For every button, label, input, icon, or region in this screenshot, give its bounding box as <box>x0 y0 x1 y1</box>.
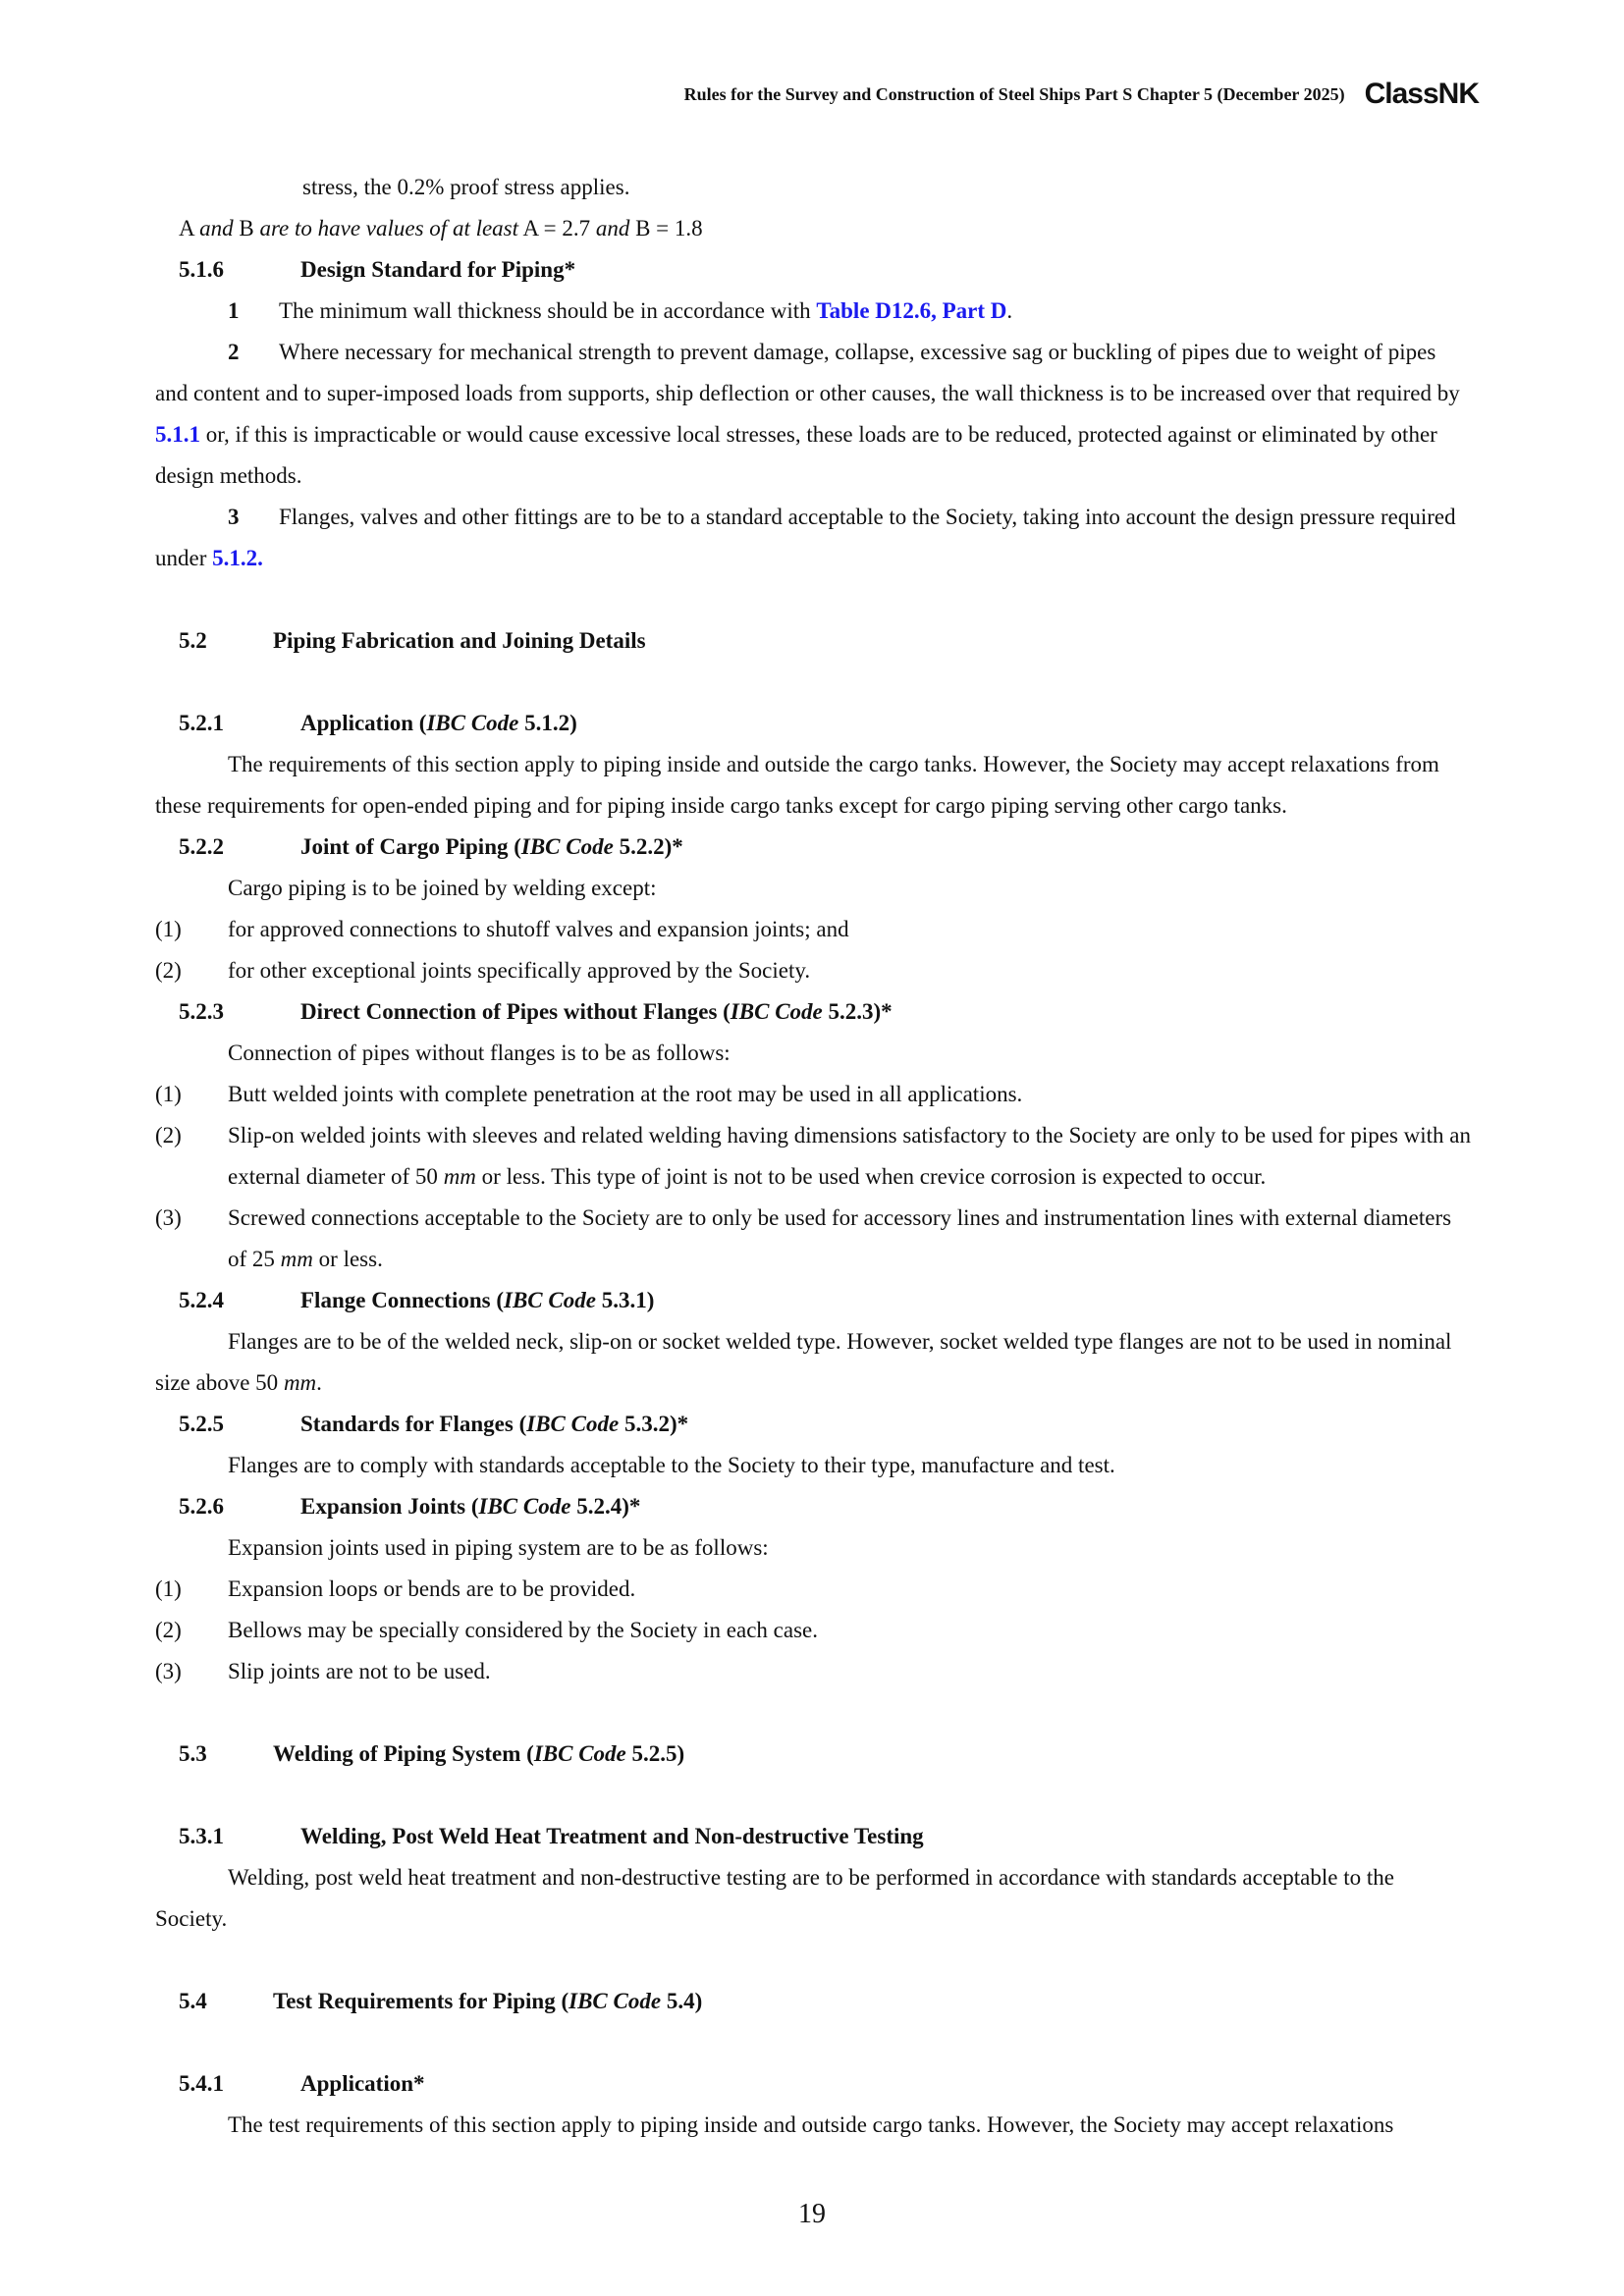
heading-5-2-4: 5.2.4 Flange Connections (IBC Code 5.3.1) <box>179 1288 655 1312</box>
document-body <box>155 167 1471 2146</box>
heading-5-3: 5.3 Welding of Piping System (IBC Code 5.2.5) <box>179 1741 685 1766</box>
formula-line: A and B are to have values of at least A = 2.7 and B = 1.8 <box>179 216 703 240</box>
heading-5-2-3: 5.2.3 Direct Connection of Pipes without Flanges (IBC Code 5.2.3)* <box>179 999 893 1024</box>
heading-5-2-5: 5.2.5 Standards for Flanges (IBC Code 5.3.2)* <box>179 1412 689 1436</box>
heading-5-3-1: 5.3.1 Welding, Post Weld Heat Treatment and Non-destructive Testing <box>179 1824 924 1848</box>
link-5-1-1[interactable]: 5.1.1 <box>155 422 200 447</box>
list-item: (3) Screwed connections acceptable to the Society are to only be used for accessory lines and instrumentation lines with external diameters of 25 mm or less. <box>155 1205 1452 1271</box>
page-number: 19 <box>798 2199 826 2229</box>
heading-5-2-2: 5.2.2 Joint of Cargo Piping (IBC Code 5.2.2)* <box>179 834 683 859</box>
paragraph-5-2-3: Connection of pipes without flanges is to be as follows: <box>228 1041 731 1065</box>
paragraph-1: 1 The minimum wall thickness should be in accordance with Table D12.6, Part D. <box>228 298 1013 323</box>
paragraph-5-3-1: Welding, post weld heat treatment and non-destructive testing are to be performed in accordance with standards acceptable to the Society. <box>155 1865 1394 1931</box>
paragraph-5-2-6: Expansion joints used in piping system are to be as follows: <box>228 1535 769 1560</box>
paragraph-5-2-1: The requirements of this section apply to piping inside and outside the cargo tanks. However, the Society may accept relaxations from these requirements for open-ended piping and for piping inside cargo tanks except for cargo piping serving other cargo tanks. <box>155 752 1439 818</box>
link-5-1-2[interactable]: 5.1.2. <box>212 546 263 570</box>
list-item: (3) Slip joints are not to be used. <box>155 1659 491 1683</box>
classnk-logo: ClassNK <box>1364 78 1479 110</box>
paragraph-3: 3 Flanges, valves and other fittings are to be to a standard acceptable to the Society, taking into account the design pressure required under 5.1.2. <box>155 505 1456 570</box>
list-item: (1) Expansion loops or bends are to be provided. <box>155 1576 636 1601</box>
paragraph-5-2-2: Cargo piping is to be joined by welding except: <box>228 876 657 900</box>
paragraph-2: 2 Where necessary for mechanical strength to prevent damage, collapse, excessive sag or buckling of pipes due to weight of pipes and content and to super-imposed loads from supports, ship deflection or other causes, the wall thickness is to be increased over that required by 5.1.1 or, if this is impracticable or would cause excessive local stresses, these loads are to be reduced, protected against or eliminated by other design methods. <box>155 340 1460 488</box>
header-title: Rules for the Survey and Construction of Steel Ships Part S Chapter 5 (December 2025) <box>683 83 1345 104</box>
heading-5-1-6: 5.1.6 Design Standard for Piping* <box>179 257 576 282</box>
paragraph-5-2-4: Flanges are to be of the welded neck, slip-on or socket welded type. However, socket welded type flanges are not to be used in nominal size above 50 mm. <box>155 1329 1452 1395</box>
heading-5-4: 5.4 Test Requirements for Piping (IBC Code 5.4) <box>179 1989 703 2013</box>
list-item: (2) Slip-on welded joints with sleeves and related welding having dimensions satisfactory to the Society are only to be used for pipes with an external diameter of 50 mm or less. This type of joint is not to be used when crevice corrosion is expected to occur. <box>155 1123 1472 1189</box>
paragraph-5-4-1: The test requirements of this section apply to piping inside and outside cargo tanks. However, the Society may accept relaxations <box>228 2112 1394 2137</box>
link-table-d12-6[interactable]: Table D12.6, Part D <box>816 298 1007 323</box>
list-item: (2) for other exceptional joints specifically approved by the Society. <box>155 958 811 983</box>
list-item: (1) Butt welded joints with complete penetration at the root may be used in all applications. <box>155 1082 1023 1106</box>
heading-5-4-1: 5.4.1 Application* <box>179 2071 425 2096</box>
continuation-line: stress, the 0.2% proof stress applies. <box>302 175 630 199</box>
heading-5-2-1: 5.2.1 Application (IBC Code 5.1.2) <box>179 711 577 735</box>
page-header <box>393 75 1479 114</box>
list-item: (2) Bellows may be specially considered by the Society in each case. <box>155 1618 818 1642</box>
list-item: (1) for approved connections to shutoff valves and expansion joints; and <box>155 917 849 941</box>
heading-5-2: 5.2 Piping Fabrication and Joining Details <box>179 628 646 653</box>
heading-5-2-6: 5.2.6 Expansion Joints (IBC Code 5.2.4)* <box>179 1494 641 1519</box>
paragraph-5-2-5: Flanges are to comply with standards acceptable to the Society to their type, manufacture and test. <box>228 1453 1115 1477</box>
